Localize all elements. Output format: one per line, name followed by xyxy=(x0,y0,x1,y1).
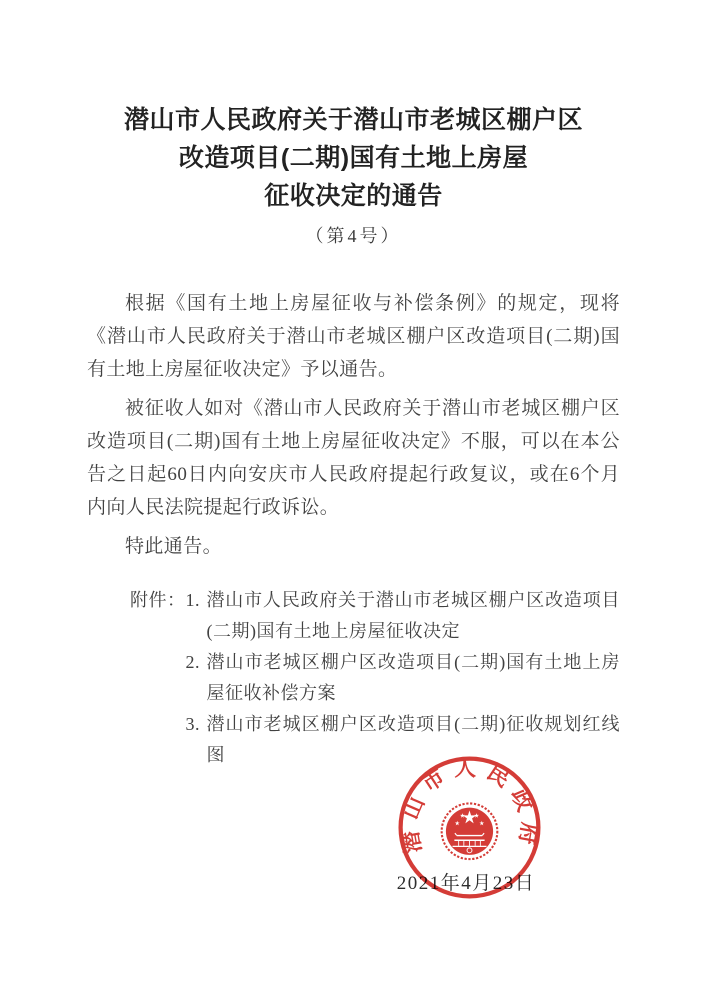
attachment-number: 2. xyxy=(185,652,200,672)
title-line-3: 征收决定的通告 xyxy=(264,182,443,210)
attachments-section xyxy=(130,585,620,771)
title-line-1: 潜山市人民政府关于潜山市老城区棚户区 xyxy=(123,106,583,134)
attachment-text: 潜山市老城区棚户区改造项目(二期)国有土地上房屋征收补偿方案 xyxy=(206,652,620,703)
attachments-label: 附件： xyxy=(130,590,186,610)
attachment-text: 潜山市老城区棚户区改造项目(二期)征收规划红线图 xyxy=(206,714,620,765)
attachment-number: 1. xyxy=(185,590,200,610)
attachment-item xyxy=(186,585,621,647)
title-line-2: 改造项目(二期)国有土地上房屋 xyxy=(178,144,529,172)
attachment-text: 潜山市人民政府关于潜山市老城区棚户区改造项目(二期)国有土地上房屋征收决定 xyxy=(206,590,620,641)
document-body xyxy=(0,287,707,771)
document-title xyxy=(40,101,667,215)
paragraph-3: 特此通告。 xyxy=(125,536,223,557)
official-seal xyxy=(394,752,545,903)
body-paragraphs xyxy=(87,287,620,563)
attachment-number: 3. xyxy=(185,714,200,734)
document-number: （第4号） xyxy=(305,226,402,246)
issue-date: 2021年4月23日 xyxy=(396,873,536,894)
seal-text: 潜山市人民政府 xyxy=(397,756,542,855)
attachment-item xyxy=(186,647,621,709)
attachments-list xyxy=(186,585,621,771)
paragraph-1: 根据《国有土地上房屋征收与补偿条例》的规定，现将《潜山市人民政府关于潜山市老城区棚户区改造项目(二期)国有土地上房屋征收决定》予以通告。 xyxy=(87,293,620,380)
paragraph-2: 被征收人如对《潜山市人民政府关于潜山市老城区棚户区改造项目(二期)国有土地上房屋征收决定》不服，可以在本公告之日起60日内向安庆市人民政府提起行政复议，或在6个月内向人民法院提起行政诉讼。 xyxy=(87,398,620,518)
national-emblem-icon xyxy=(442,803,498,859)
